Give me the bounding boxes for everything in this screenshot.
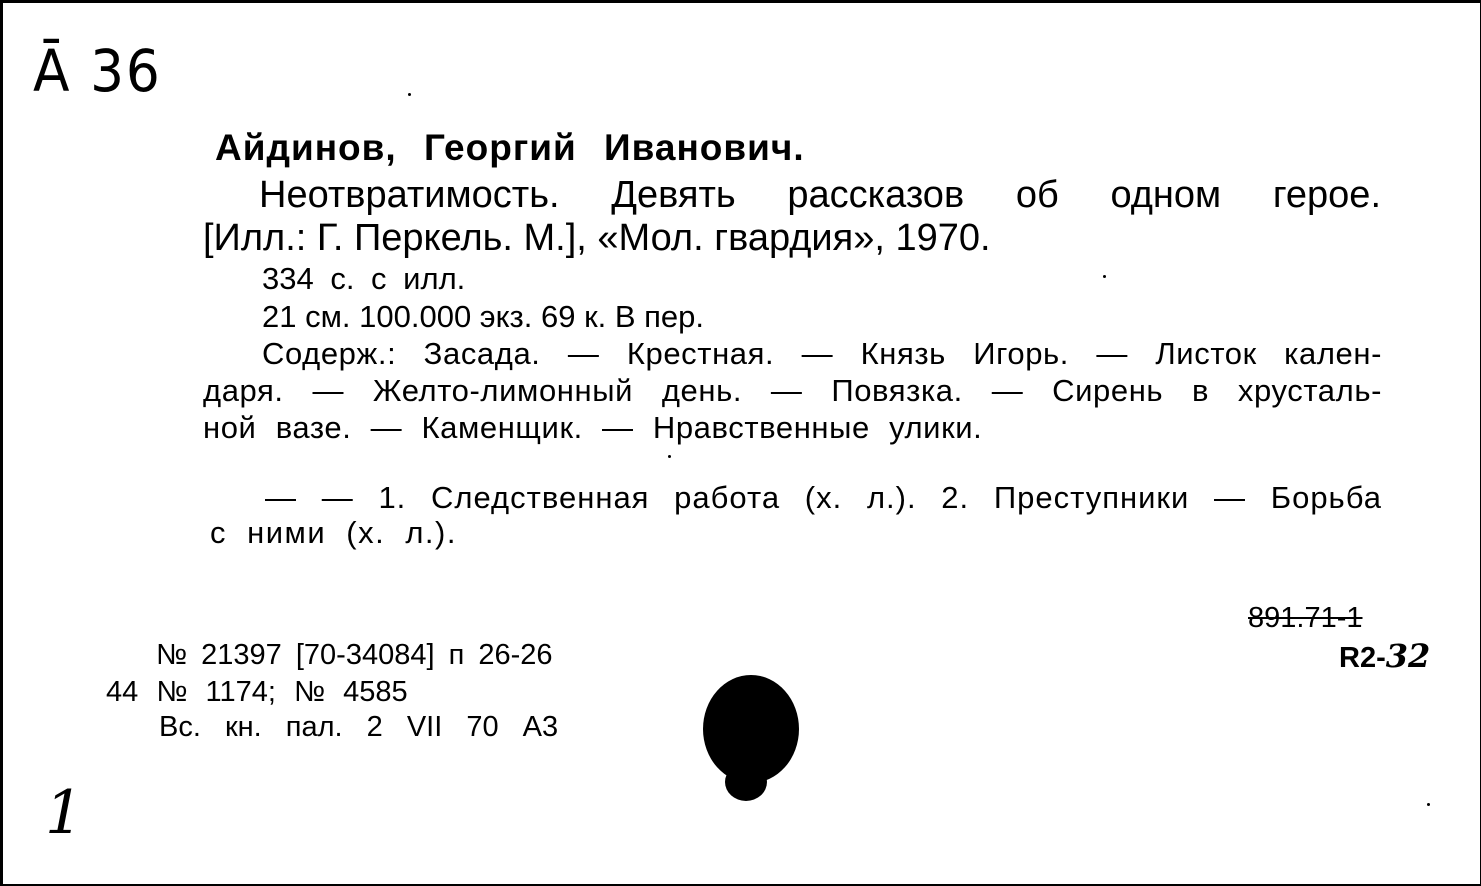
book-chamber-line: Вс. кн. пал. 2 VII 70 А3 bbox=[159, 711, 559, 743]
subjects-line-2: с ними (х. л.). bbox=[210, 515, 457, 550]
contents-line-2: даря. — Желто-лимонный день. — Повязка. — Сирень в хрусталь- bbox=[203, 373, 1382, 408]
subjects-line-1: — — 1. Следственная работа (х. л.). 2. Преступники — Борьба bbox=[265, 480, 1382, 515]
pages-line: 334 с. с илл. bbox=[262, 261, 466, 296]
order-number-line: 44 № 1174; № 4585 bbox=[106, 676, 408, 708]
shelf-code-print: R2- bbox=[1339, 642, 1386, 674]
ink-blot-tail bbox=[725, 763, 767, 801]
corner-handwritten-mark: 1 bbox=[45, 778, 84, 848]
size-line: 21 см. 100.000 экз. 69 к. В пер. bbox=[262, 299, 705, 334]
call-mark: Ā 36 bbox=[33, 37, 162, 105]
speck bbox=[1103, 275, 1106, 278]
record-number-line: № 21397 [70-34084] п 26-26 bbox=[156, 639, 553, 671]
author-heading: Айдинов, Георгий Иванович. bbox=[215, 127, 805, 168]
title-line-1: Неотвратимость. Девять рассказов об одном герое. bbox=[259, 174, 1381, 216]
shelf-code-handwritten: 32 bbox=[1385, 637, 1431, 675]
shelf-code bbox=[1339, 637, 1430, 675]
title-line-2: [Илл.: Г. Перкель. М.], «Мол. гвардия», 1970. bbox=[203, 217, 991, 259]
contents-line-1: Содерж.: Засада. — Крестная. — Князь Игорь. — Листок кален- bbox=[262, 336, 1382, 371]
contents-line-3: ной вазе. — Каменщик. — Нравственные улики. bbox=[203, 410, 983, 445]
speck bbox=[668, 455, 671, 458]
speck bbox=[408, 93, 411, 96]
class-number: 891.71-1 bbox=[1248, 602, 1363, 634]
speck bbox=[1427, 803, 1430, 806]
